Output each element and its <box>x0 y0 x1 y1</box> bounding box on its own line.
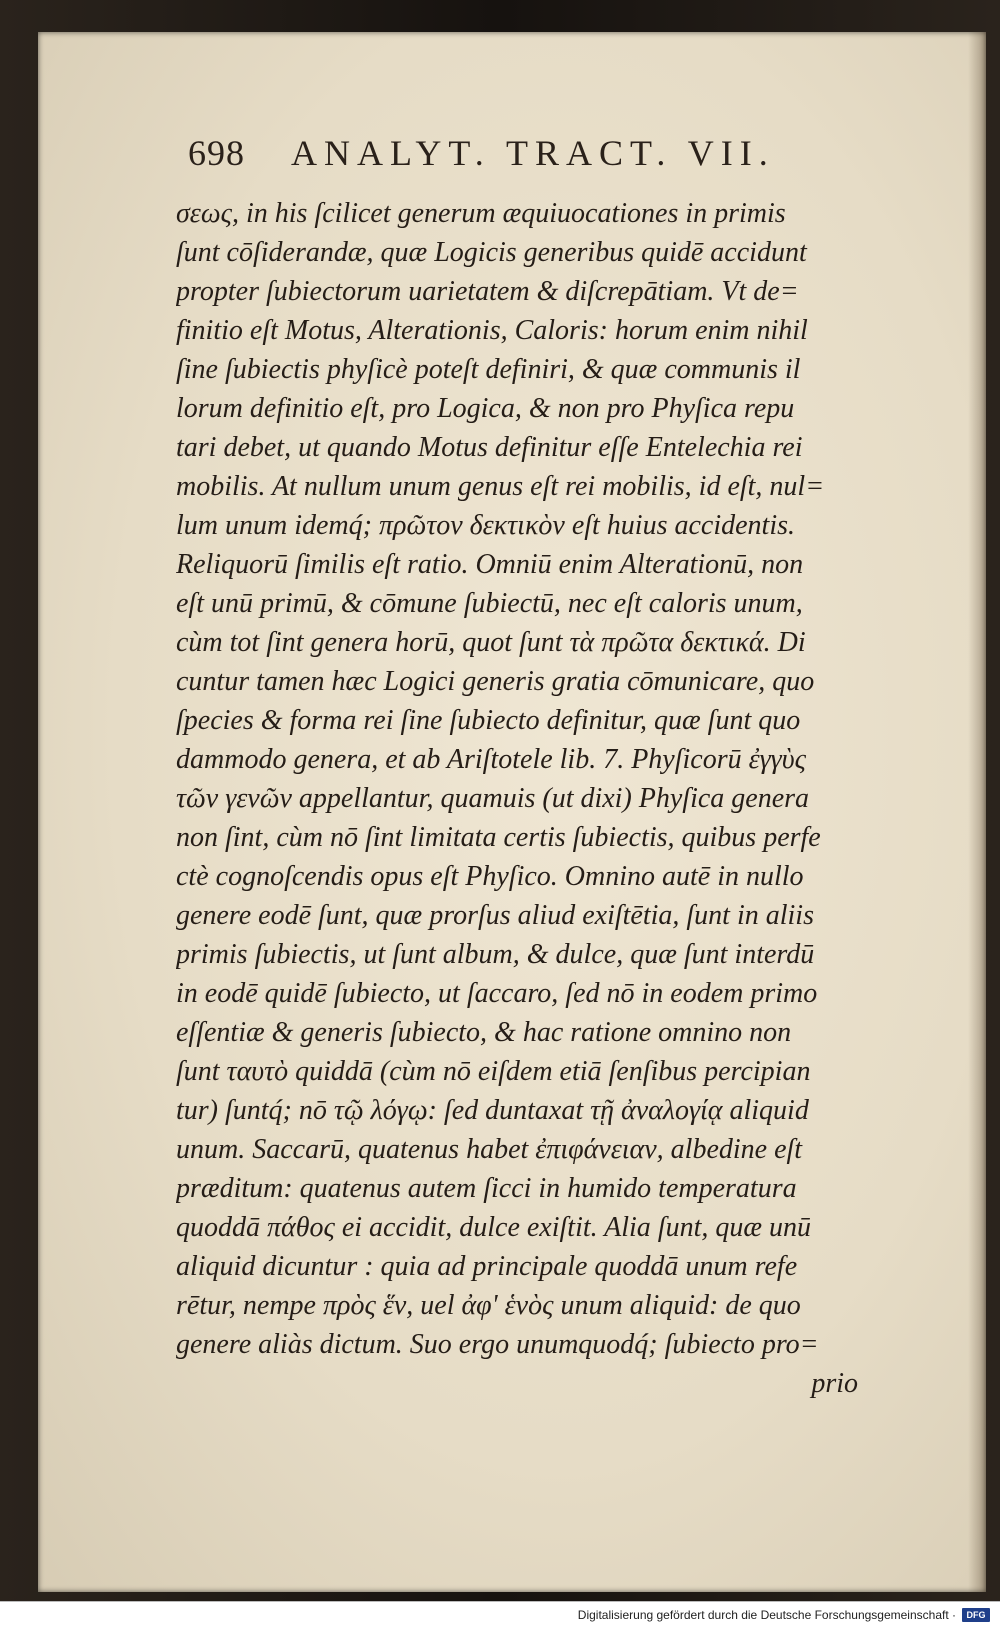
text-line: dammodo genera, et ab Ariſtotele lib. 7. Phyſicorū ἐγγὺς <box>176 744 806 775</box>
text-line: cùm tot ſint genera horū, quot ſunt τὰ πρῶτα δεκτικά. Di <box>176 627 806 658</box>
dfg-logo-icon: DFG <box>962 1608 990 1622</box>
text-line: unum. Saccarū, quatenus habet ἐπιφάνειαν, albedine eſt <box>176 1134 803 1165</box>
text-line: ſine ſubiectis phyſicè poteſt definiri, & quæ communis il <box>176 354 801 385</box>
text-line: primis ſubiectis, ut ſunt album, & dulce, quæ ſunt interdū <box>176 939 815 970</box>
text-line: quoddā πάθος ei accidit, dulce exiſtit. Alia ſunt, quæ unū <box>176 1212 812 1243</box>
funding-note: Digitalisierung gefördert durch die Deutsche Forschungsgemeinschaft · <box>577 1608 956 1622</box>
text-line: mobilis. At nullum unum genus eſt rei mobilis, id eſt, nul= <box>176 471 825 502</box>
text-line: aliquid dicuntur : quia ad principale quoddā unum refe <box>176 1251 798 1282</box>
catchword: prio <box>811 1368 858 1399</box>
page-number: 698 <box>188 133 245 173</box>
text-line: ſunt ταυτὸ quiddā (cùm nō eiſdem etiā ſenſibus percipian <box>176 1056 811 1087</box>
text-line: præditum: quatenus autem ſicci in humido temperatura <box>176 1173 797 1204</box>
text-line: rētur, nempe πρὸς ἕν, uel ἀφ' ἑνὸς unum aliquid: de quo <box>176 1290 801 1321</box>
text-line: ſpecies & forma rei ſine ſubiecto definitur, quæ ſunt quo <box>176 705 801 736</box>
text-line: in eodē quidē ſubiecto, ut ſaccaro, ſed nō in eodem primo <box>176 978 818 1009</box>
digitization-footer <box>0 1601 1000 1628</box>
text-line: non ſint, cùm nō ſint limitata certis ſubiectis, quibus perfe <box>176 822 821 853</box>
text-line: tari debet, ut quando Motus definitur eſſe Entelechia rei <box>176 432 803 463</box>
text-line: τῶν γενῶν appellantur, quamuis (ut dixi) Phyſica genera <box>176 783 810 814</box>
page-edge-shadow <box>968 32 986 1592</box>
text-line: Reliquorū ſimilis eſt ratio. Omniū enim Alterationū, non <box>176 549 804 580</box>
text-line: eſſentiæ & generis ſubiecto, & hac ratione omnino non <box>176 1017 792 1048</box>
text-line: lum unum idemq́; πρῶτον δεκτικὸν eſt huius accidentis. <box>176 510 795 541</box>
running-header <box>188 132 908 192</box>
text-line: genere aliàs dictum. Suo ergo unumquodq́; ſubiecto pro= <box>176 1329 819 1360</box>
text-line: ctè cognoſcendis opus eſt Phyſico. Omnino autē in nullo <box>176 861 804 892</box>
text-line: cuntur tamen hæc Logici generis gratia cōmunicare, quo <box>176 666 815 697</box>
text-line: genere eodē ſunt, quæ prorſus aliud exiſtētia, ſunt in aliis <box>176 900 814 931</box>
running-head-title: ANALYT. TRACT. VII. <box>291 133 775 173</box>
body-text <box>176 194 906 1403</box>
text-line: lorum definitio eſt, pro Logica, & non pro Phyſica repu <box>176 393 795 424</box>
text-line: finitio eſt Motus, Alterationis, Caloris: horum enim nihil <box>176 315 808 346</box>
text-line: eſt unū primū, & cōmune ſubiectū, nec eſt caloris unum, <box>176 588 803 619</box>
text-line: propter ſubiectorum uarietatem & diſcrepātiam. Vt de= <box>176 276 799 307</box>
text-line: tur) ſuntq́; nō τῷ λόγῳ: ſed duntaxat τῇ ἀναλογίᾳ aliquid <box>176 1095 809 1126</box>
text-line: σεως, in his ſcilicet generum æquiuocationes in primis <box>176 198 786 229</box>
text-line: ſunt cōſiderandæ, quæ Logicis generibus quidē accidunt <box>176 237 807 268</box>
